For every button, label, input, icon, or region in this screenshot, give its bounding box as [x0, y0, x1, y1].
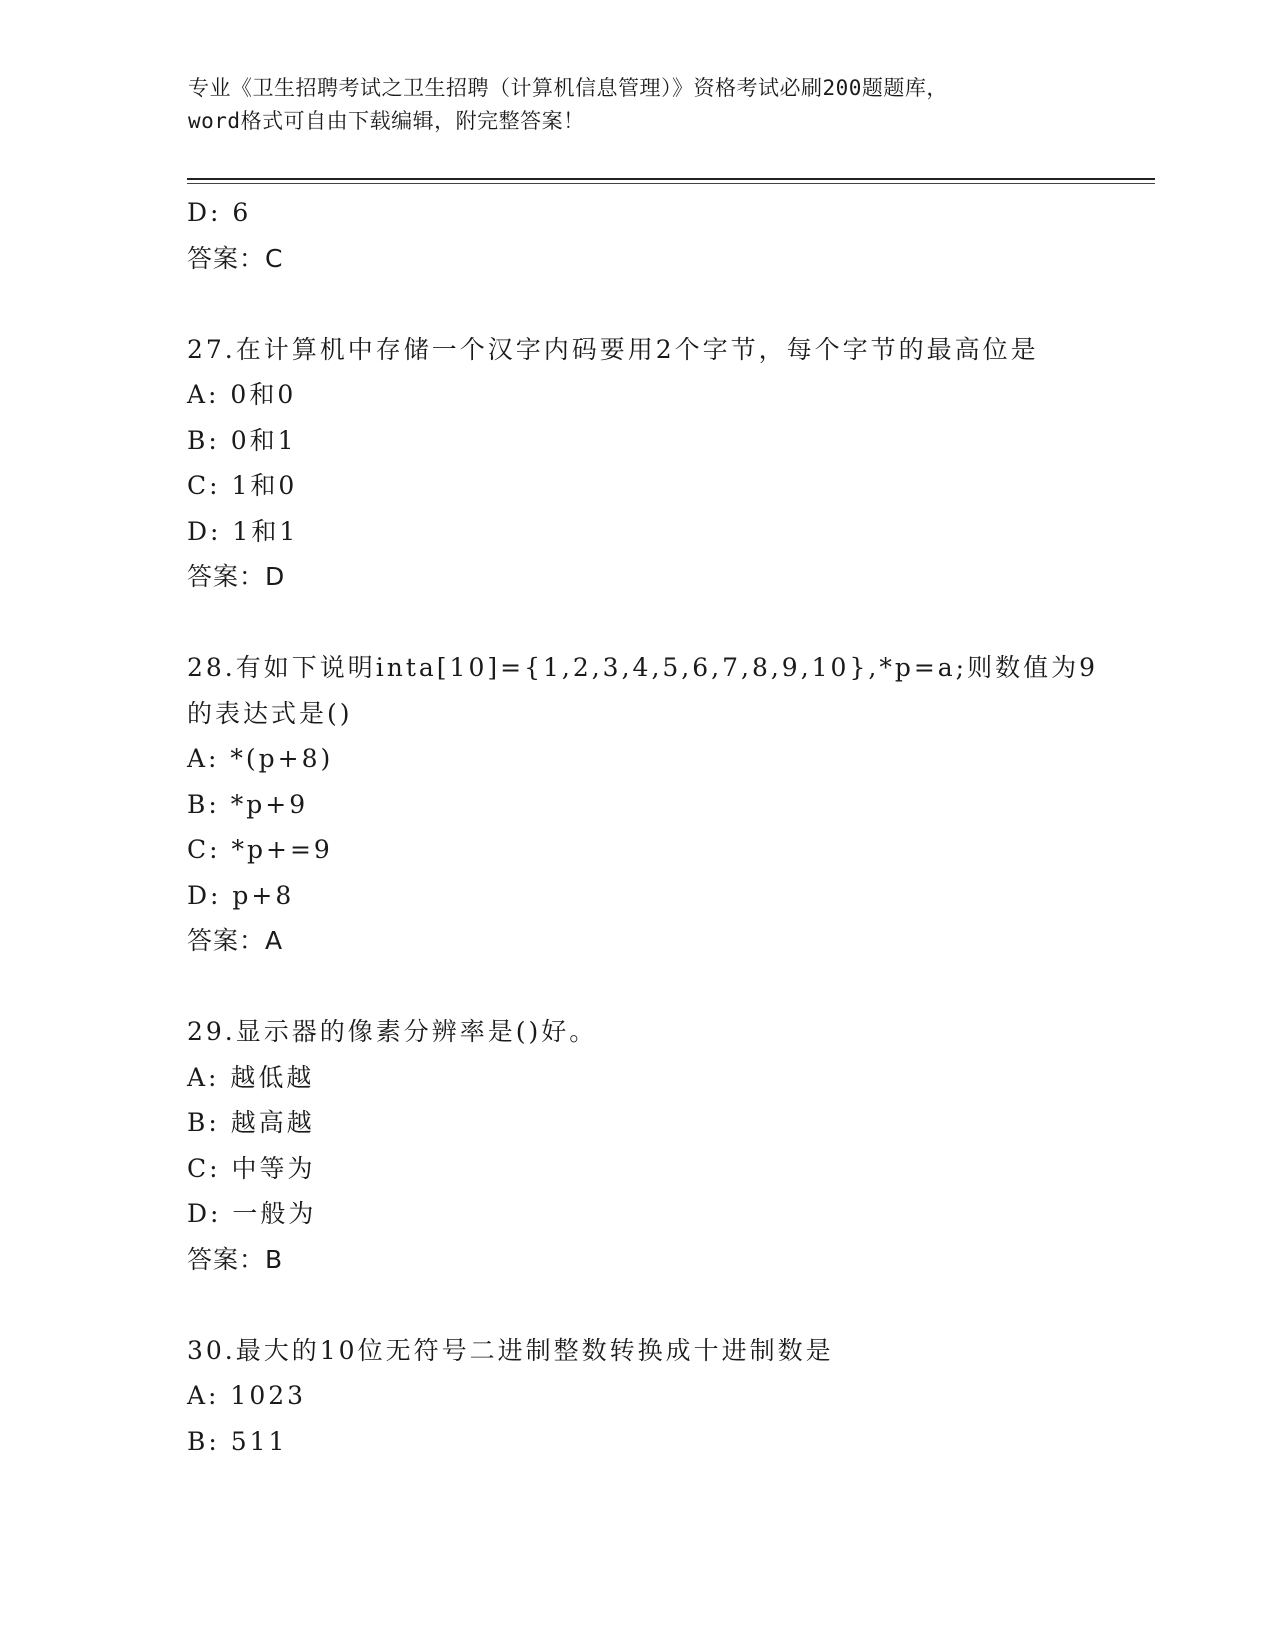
- header-divider-thick: [187, 178, 1155, 180]
- spacer: [187, 1282, 1087, 1328]
- document-header: [188, 72, 1088, 138]
- option-c: C: 1和0: [187, 471, 298, 500]
- spacer: [187, 281, 1087, 327]
- spacer: [187, 600, 1087, 646]
- option-b: B: 0和1: [187, 425, 297, 455]
- question-title: 27.在计算机中存储一个汉字内码要用2个字节，每个字节的最高位是: [187, 334, 1039, 364]
- answer: 答案：A: [187, 926, 284, 955]
- option-d: D: 一般为: [187, 1199, 317, 1228]
- question-28: [187, 645, 1098, 964]
- question-list: [187, 190, 1098, 1464]
- option-b: B: 511: [187, 1426, 288, 1456]
- question-27: [187, 327, 1087, 600]
- answer: 答案：B: [187, 1244, 284, 1274]
- option-d: D: 1和1: [187, 516, 299, 546]
- question-title-continued: 的表达式是(): [187, 698, 353, 728]
- question-title: 28.有如下说明inta[10]={1,2,3,4,5,6,7,8,9,10},*p=a;则数值为9: [187, 653, 1098, 682]
- header-line-2: word格式可自由下载编辑，附完整答案！: [188, 109, 585, 133]
- option-a: A: 越低越: [187, 1062, 315, 1092]
- option-b: B: 越高越: [187, 1108, 315, 1137]
- question-title: 29.显示器的像素分辨率是()好。: [187, 1017, 598, 1046]
- option-a: A: *(p+8): [187, 744, 334, 773]
- header-line-1: 专业《卫生招聘考试之卫生招聘（计算机信息管理）》资格考试必刷200题题库，: [188, 76, 948, 100]
- option-a: A: 1023: [187, 1381, 307, 1410]
- option-c: C: *p+=9: [187, 835, 333, 864]
- header-divider-thin: [187, 183, 1155, 184]
- option-c: C: 中等为: [187, 1153, 316, 1183]
- option-d: D: p+8: [187, 880, 295, 910]
- spacer: [187, 964, 1087, 1010]
- option-b: B: *p+9: [187, 789, 309, 819]
- answer: 答案：D: [187, 562, 286, 591]
- question-title: 30.最大的10位无符号二进制整数转换成十进制数是: [187, 1335, 834, 1365]
- prev-option-d: D: 6: [187, 198, 252, 227]
- question-30: [187, 1328, 1087, 1465]
- question-29: [187, 1009, 1087, 1282]
- option-a: A: 0和0: [187, 380, 297, 409]
- prev-answer: 答案：C: [187, 243, 284, 273]
